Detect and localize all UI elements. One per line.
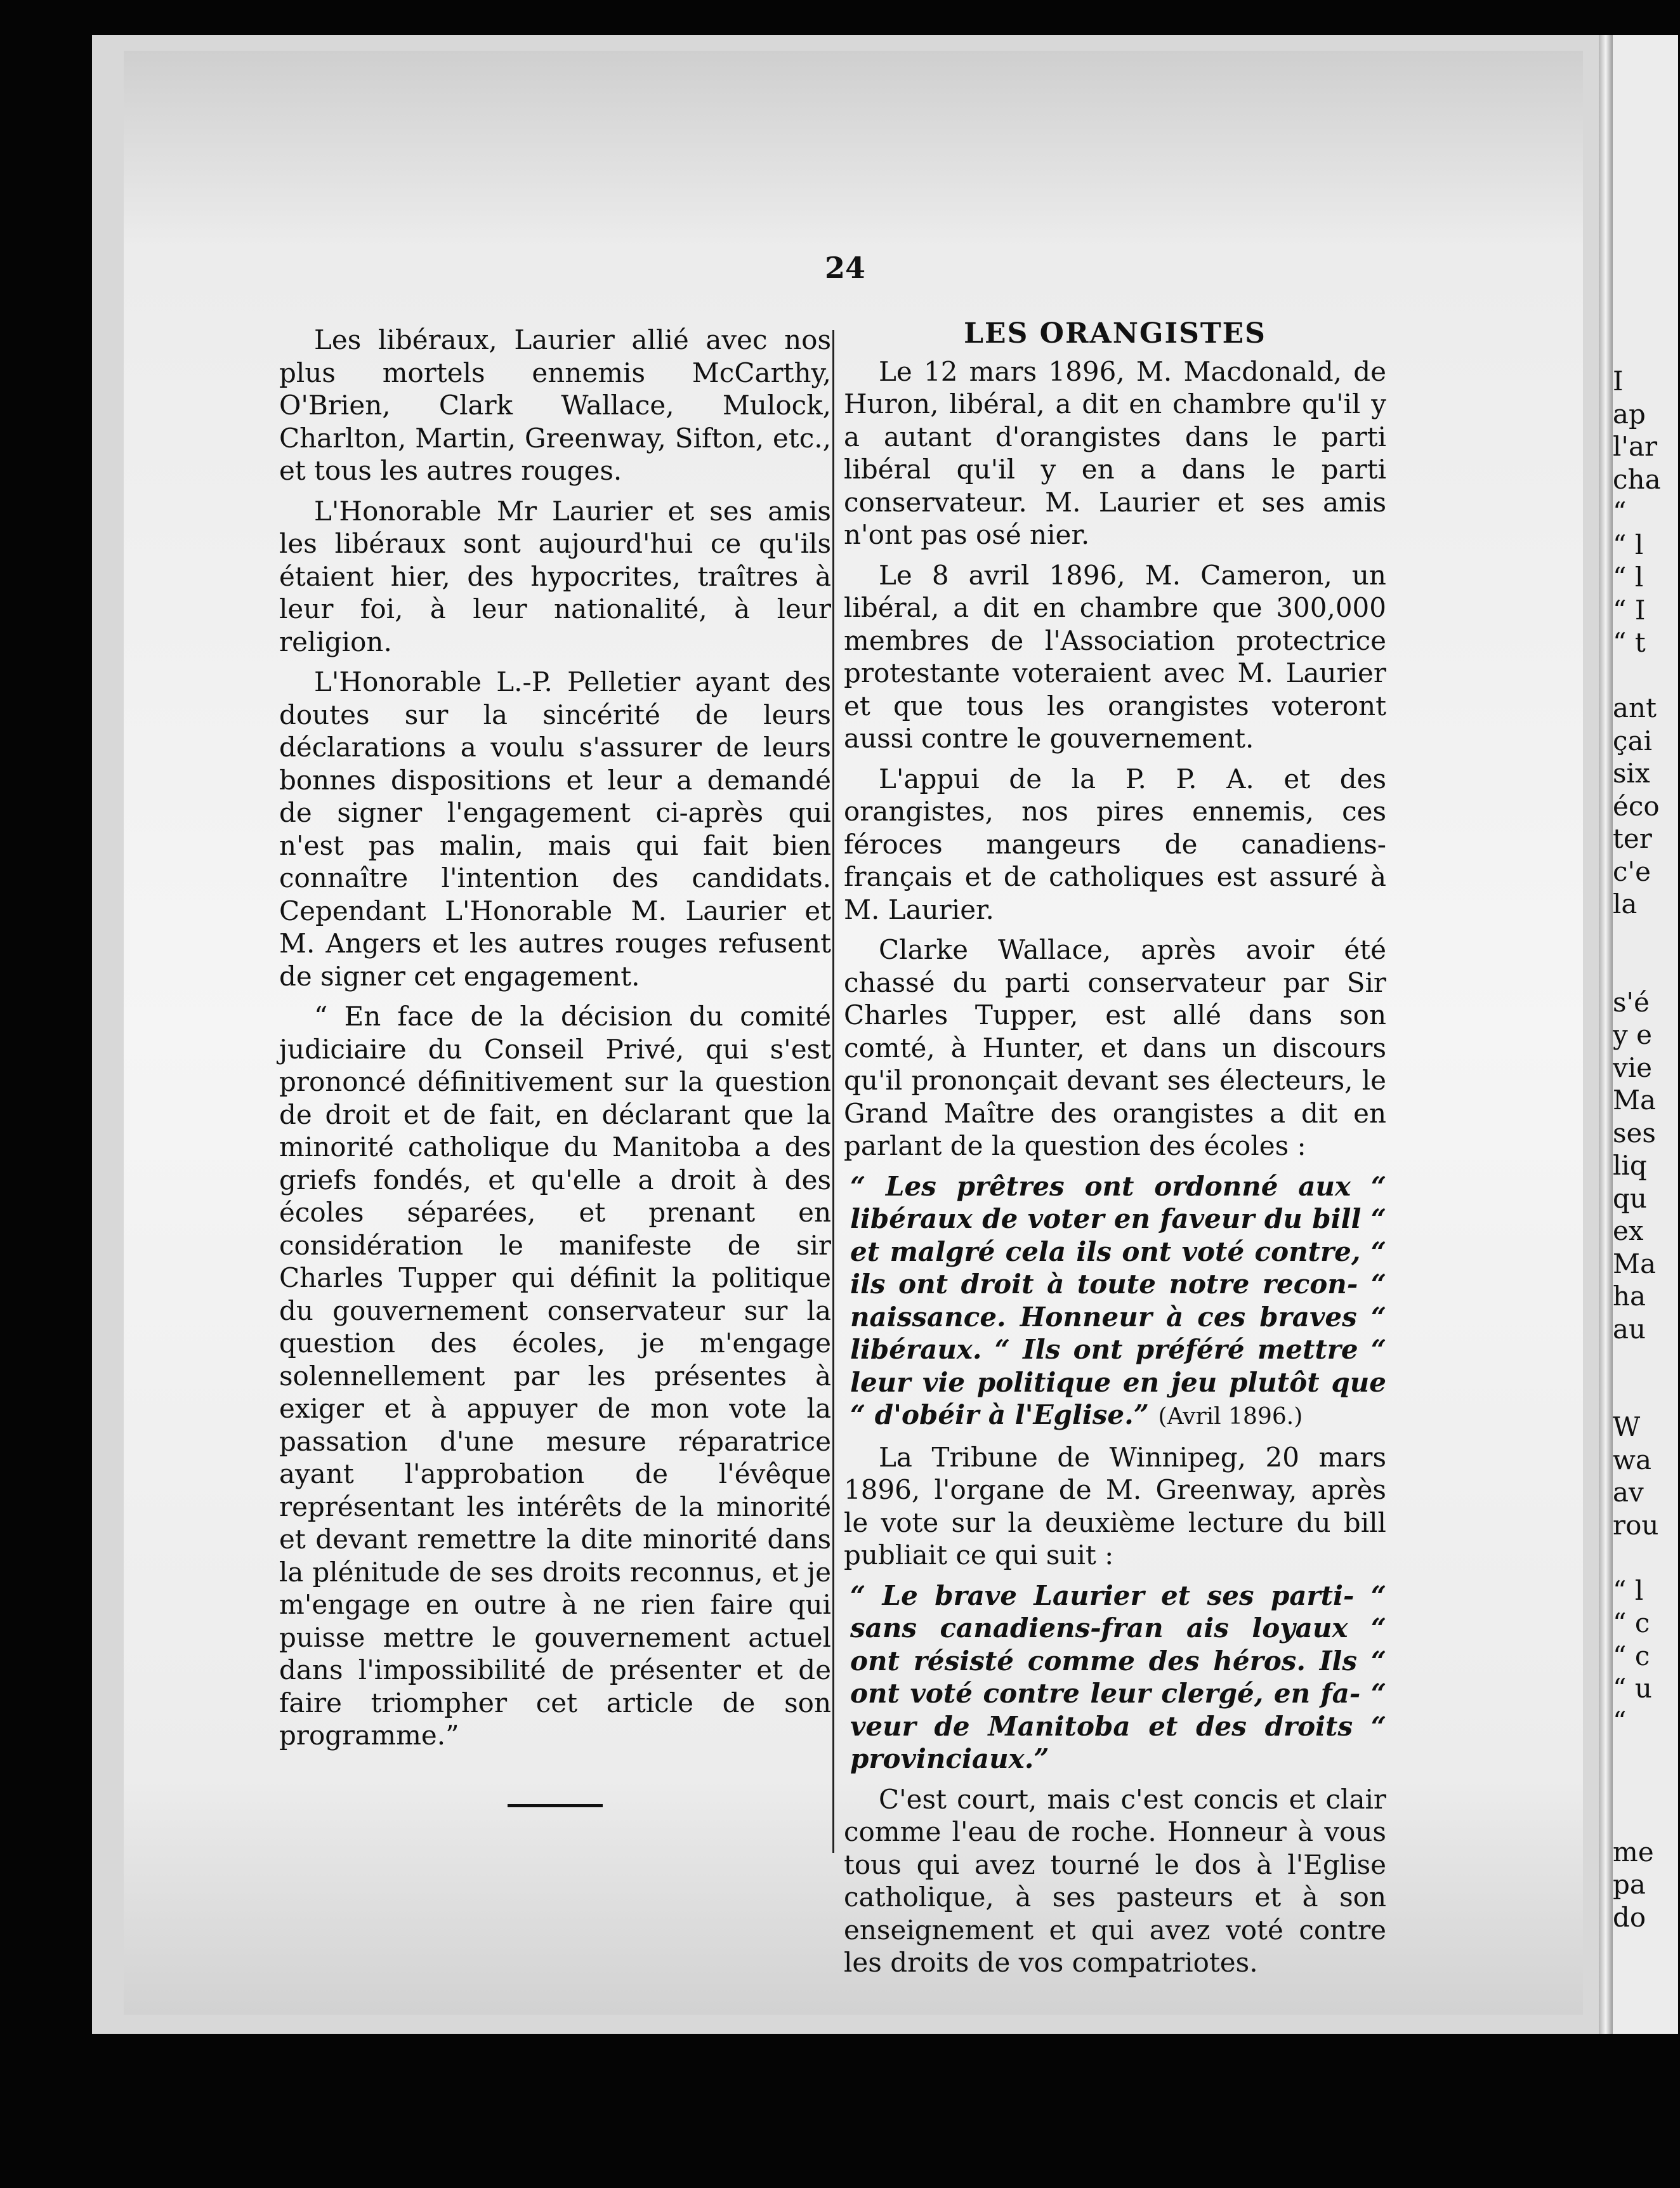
paragraph-ppa: L'appui de la P. P. A. et des orangistes, nos pires ennemis, ces féroces mangeurs de canadiens-français et de catholiques est assuré à M. Laurier.: [844, 763, 1386, 925]
quote-orangiste: [844, 1170, 1386, 1433]
facing-page-fragment: ap: [1613, 398, 1646, 430]
page-number: 24: [825, 251, 866, 285]
column-divider: [832, 330, 834, 1853]
facing-page-fragment: Ma: [1613, 1248, 1657, 1279]
end-rule: [508, 1804, 603, 1807]
left-paragraph: Les libéraux, Laurier allié avec nos plus mortels ennemis McCarthy, O'Brien, Clark Wallace, Mulock, Charlton, Martin, Greenway, Sifton, etc., et tous les autres rouges.: [279, 324, 831, 486]
facing-page-fragment: av: [1613, 1477, 1644, 1508]
facing-page-fragment: [1613, 1737, 1678, 1770]
facing-page-fragment: “ c: [1613, 1607, 1650, 1638]
facing-page-fragment: six: [1613, 758, 1650, 789]
facing-page-fragment: la: [1613, 888, 1637, 919]
facing-page-fragment: rou: [1613, 1509, 1659, 1541]
facing-page-fragment: au: [1613, 1313, 1646, 1345]
facing-page-fragment: “ t: [1613, 627, 1646, 658]
facing-page-fragment: ha: [1613, 1281, 1646, 1312]
left-paragraph: “ En face de la décision du comité judiciaire du Conseil Privé, qui s'est prononcé définitivement sur la question de droit et de fait, en déclarant que la minorité catholique du Manitoba a des griefs fondés, et qu'elle a droit à des écoles séparées, et prenant en considération le manifeste de sir Charles Tupper qui définit la politique du gouvernement conservateur sur la question des écoles, je m'engage solennellement par les présentes à exiger et à appuyer de mon vote la passation d'une mesure réparatrice ayant l'approbation de l'évêque représentant les intérêts de la minorité et devant remettre la dite minorité dans la plénitude de ses droits reconnus, et je m'engage en outre à ne rien faire qui puisse mettre le gouvernement actuel dans l'impossibilité de présenter et de faire triompher cet article de son programme.”: [279, 1001, 831, 1751]
facing-page-fragment: wa: [1613, 1444, 1651, 1475]
facing-page-fragment: [1613, 1803, 1678, 1836]
facing-page-fragment: “: [1613, 1705, 1627, 1737]
facing-page-fragment: s'é: [1613, 986, 1650, 1018]
facing-page-fragment: éco: [1613, 790, 1660, 822]
facing-page-fragment: [1613, 1770, 1678, 1803]
left-paragraph: L'Honorable L.-P. Pelletier ayant des doutes sur la sincérité de leurs déclarations a voulu s'assurer de leurs bonnes dispositions et leur a demandé de signer l'engagement ci-après qui n'est pas malin, mais qui fait bien connaître l'intention des candidats. Cependant L'Honorable M. Laurier et M. Angers et les autres rouges refusent de signer cet engagement.: [279, 666, 831, 992]
quote-orangiste-text: “ Les prêtres ont ordonné aux “ libéraux de voter en faveur du bill “ et malgré cela ils ont voté contre, “ ils ont droit à toute notre recon- “ naissance. Honneur à ces braves “ libéraux. “ Ils ont préféré mettre “ leur vie politique en jeu plutôt que “ d'obéir à l'Eglise.”: [850, 1170, 1386, 1430]
facing-page-fragment: [1613, 921, 1678, 954]
facing-page-fragment: ses: [1613, 1117, 1656, 1149]
facing-page-fragment: y e: [1613, 1019, 1652, 1050]
facing-page-fragment: qu: [1613, 1182, 1647, 1214]
paragraph-conclusion: C'est court, mais c'est concis et clair comme l'eau de roche. Honneur à vous tous qui avez tourné le dos à l'Eglise catholique, à ses pasteurs et à son enseignement et qui avez voté contre les droits de vos compatriotes.: [844, 1783, 1386, 1978]
facing-page-fragment: liq: [1613, 1150, 1647, 1181]
facing-page-fragment: Ma: [1613, 1084, 1657, 1116]
book-spine: [1599, 35, 1613, 2034]
facing-page-fragment: ex: [1613, 1215, 1644, 1246]
facing-page-fragment: “ l: [1613, 1574, 1644, 1606]
facing-page-fragment: me: [1613, 1836, 1654, 1868]
section-heading: LES ORANGISTES: [964, 317, 1266, 350]
facing-page-fragment: l'ar: [1613, 431, 1658, 462]
facing-page-fragment: [1613, 659, 1678, 692]
facing-page-fragment: ter: [1613, 823, 1652, 854]
facing-page-fragment: “ I: [1613, 594, 1646, 626]
facing-page-fragment: W: [1613, 1411, 1641, 1442]
facing-page-fragment: do: [1613, 1901, 1646, 1933]
facing-page-fragment: ant: [1613, 692, 1657, 723]
facing-page-fragment: I: [1613, 366, 1624, 397]
facing-page-fragment: c'e: [1613, 855, 1651, 887]
facing-page-fragment: vie: [1613, 1051, 1653, 1083]
paragraph-macdonald: Le 12 mars 1896, M. Macdonald, de Huron, libéral, a dit en chambre qu'il y a autant d'orangistes dans le parti libéral qu'il y en a dans le parti conservateur. M. Laurier et ses amis n'ont pas osé nier.: [844, 355, 1386, 550]
facing-page-fragment: çai: [1613, 725, 1652, 756]
facing-page-fragment: “: [1613, 496, 1627, 527]
facing-page-fragment: [1613, 1345, 1678, 1378]
paragraph-tribune: La Tribune de Winnipeg, 20 mars 1896, l'organe de M. Greenway, après le vote sur la deuxième lecture du bill publiait ce qui suit :: [844, 1441, 1386, 1571]
paragraph-clarke-wallace: Clarke Wallace, après avoir été chassé du parti conservateur par Sir Charles Tupper, est allé dans son comté, à Hunter, et dans un discours qu'il prononçait devant ses électeurs, le Grand Maître des orangistes a dit en parlant de la question des écoles :: [844, 934, 1386, 1161]
facing-page-text: [1613, 365, 1678, 1934]
facing-page-fragment: “ c: [1613, 1640, 1650, 1671]
left-column: [279, 324, 831, 1760]
paragraph-cameron: Le 8 avril 1896, M. Cameron, un libéral, a dit en chambre que 300,000 membres de l'Association protectrice protestante voteraient avec M. Laurier et que tous les orangistes voteront aussi contre le gouvernement.: [844, 559, 1386, 754]
facing-page-edge: [1613, 35, 1678, 2034]
left-paragraph: L'Honorable Mr Laurier et ses amis les libéraux sont aujourd'hui ce qu'ils étaient hier, des hypocrites, traîtres à leur foi, à leur nationalité, à leur religion.: [279, 495, 831, 657]
quote-tribune: “ Le brave Laurier et ses parti- “ sans canadiens-fran ais loyaux “ ont résisté comme des héros. Ils “ ont voté contre leur clergé, en fa- “ veur de Manitoba et des droits “ provinciaux.”: [850, 1579, 1386, 1774]
facing-page-fragment: [1613, 1541, 1678, 1574]
quote-date: (Avril 1896.): [1158, 1404, 1303, 1430]
facing-page-fragment: “ l: [1613, 562, 1644, 593]
right-column: [844, 317, 1386, 1987]
facing-page-fragment: pa: [1613, 1869, 1646, 1900]
facing-page-fragment: “ l: [1613, 529, 1644, 560]
facing-page-fragment: [1613, 953, 1678, 986]
facing-page-fragment: cha: [1613, 463, 1661, 495]
facing-page-fragment: [1613, 1378, 1678, 1411]
facing-page-fragment: “ u: [1613, 1673, 1652, 1704]
